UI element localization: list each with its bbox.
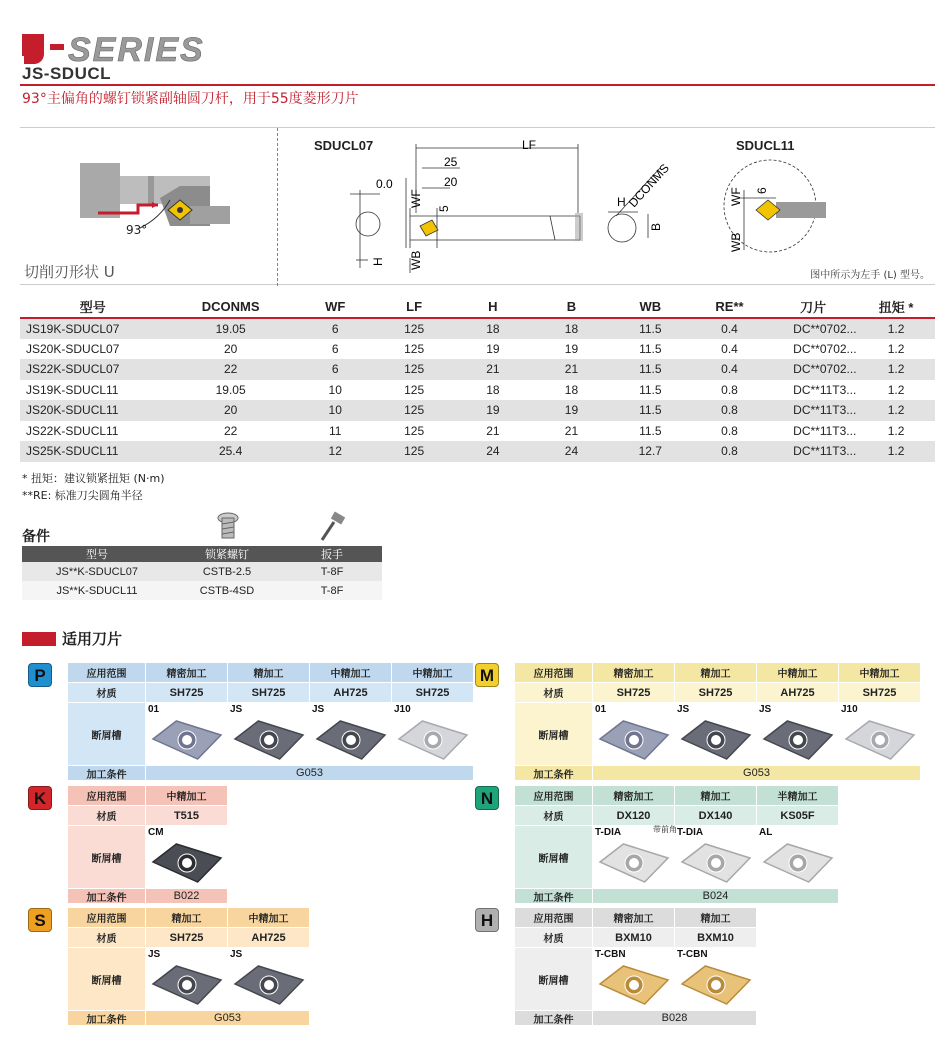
grade-value: SH725	[392, 683, 473, 702]
material-label: 材质	[515, 928, 592, 947]
drawing-note: 图中所示为左手 (L) 型号。	[810, 270, 930, 281]
table-cell: 19	[532, 400, 611, 421]
screw-icon	[212, 510, 244, 544]
table-cell: 21	[532, 359, 611, 380]
table-cell: 19	[454, 400, 533, 421]
scope-value: 中精加工	[392, 663, 473, 682]
table-cell: T-8F	[282, 562, 382, 581]
scope-value: 中精加工	[228, 908, 309, 927]
grade-value: T515	[146, 806, 227, 825]
chipbreaker-code: JS	[148, 949, 161, 960]
chipbreaker-label: 断屑槽	[68, 826, 145, 888]
header-rule	[20, 84, 935, 86]
table-cell: JS20K-SDUCL07	[20, 339, 166, 360]
dimension-drawing	[320, 128, 700, 286]
grade-value: KS05F	[757, 806, 838, 825]
insert-image-icon	[760, 717, 836, 763]
table-cell: JS25K-SDUCL11	[20, 441, 166, 462]
table-cell: DC**0702...	[769, 339, 857, 360]
table-cell: CSTB-2.5	[172, 562, 282, 581]
insert-image-icon	[313, 717, 389, 763]
footnote-torque: * 扭矩：建议锁紧扭矩 (N·m)	[22, 472, 165, 485]
parts-table	[22, 546, 382, 600]
chipbreaker-label: 断屑槽	[515, 826, 592, 888]
table-cell: 125	[375, 339, 454, 360]
table-cell: 11.5	[611, 380, 690, 401]
scope-label: 应用范围	[68, 908, 145, 927]
spec-header-0: 型号	[20, 296, 166, 318]
condition-label: 加工条件	[515, 1011, 592, 1025]
insert-image-icon	[149, 840, 225, 886]
svg-text:SERIES: SERIES	[68, 31, 205, 66]
condition-label: 加工条件	[68, 889, 145, 903]
chipbreaker-code: J10	[394, 704, 411, 715]
dim-25: 25	[444, 155, 458, 169]
spec-table	[20, 296, 935, 462]
scope-value: 精加工	[675, 663, 756, 682]
sducl11-detail	[716, 150, 836, 260]
table-cell: 6	[296, 359, 375, 380]
table-cell: JS20K-SDUCL11	[20, 400, 166, 421]
spec-header-9: 扭矩 *	[857, 296, 935, 318]
detail-wf: WF	[729, 187, 743, 206]
table-cell: 0.8	[690, 400, 769, 421]
scope-value: 精加工	[675, 786, 756, 805]
subtitle: 93°主偏角的螺钉锁紧副轴圆刀杆，用于55度菱形刀片	[22, 91, 359, 107]
cutting-edge-shape-label: 切削刃形状 U	[24, 263, 115, 281]
condition-label: 加工条件	[515, 766, 592, 780]
table-cell: 11.5	[611, 421, 690, 442]
spec-header-5: B	[532, 296, 611, 318]
chipbreaker-code: AL	[759, 827, 773, 838]
material-label: 材质	[68, 806, 145, 825]
chipbreaker-code: 01	[148, 704, 160, 715]
table-cell: 11	[296, 421, 375, 442]
table-row	[22, 562, 382, 581]
table-cell: 20	[166, 400, 296, 421]
table-cell: 11.5	[611, 318, 690, 339]
chipbreaker-code: JS	[230, 704, 243, 715]
grade-value: DX120	[593, 806, 674, 825]
chipbreaker-code: 01	[595, 704, 607, 715]
insert-image-icon	[596, 840, 672, 886]
scope-label: 应用范围	[68, 786, 145, 805]
scope-value: 精加工	[228, 663, 309, 682]
table-cell: 0.8	[690, 441, 769, 462]
table-cell: 11.5	[611, 339, 690, 360]
table-cell: 20	[166, 339, 296, 360]
table-cell: 125	[375, 421, 454, 442]
grade-value: SH725	[146, 928, 227, 947]
insert-image-icon	[678, 962, 754, 1008]
table-cell: 125	[375, 441, 454, 462]
table-cell: 1.2	[857, 400, 935, 421]
table-cell: DC**11T3...	[769, 380, 857, 401]
material-label: 材质	[68, 683, 145, 702]
parts-header-0: 型号	[22, 546, 172, 562]
dim-lf: LF	[522, 138, 537, 152]
table-cell: 19.05	[166, 318, 296, 339]
grade-value: SH725	[228, 683, 309, 702]
table-cell: 6	[296, 339, 375, 360]
table-cell: DC**11T3...	[769, 421, 857, 442]
chipbreaker-label: 断屑槽	[68, 948, 145, 1010]
material-label: 材质	[515, 806, 592, 825]
dim-5: 5	[437, 205, 451, 212]
material-label: 材质	[515, 683, 592, 702]
table-cell: 21	[532, 421, 611, 442]
insert-image-icon	[395, 717, 471, 763]
detail-6: 6	[755, 187, 769, 194]
grade-value: DX140	[675, 806, 756, 825]
insert-image-icon	[678, 717, 754, 763]
scope-value: 中精加工	[839, 663, 920, 682]
brand-logo	[20, 28, 275, 66]
table-cell: 125	[375, 400, 454, 421]
table-cell: 0.4	[690, 318, 769, 339]
sducl07-title: SDUCL07	[314, 138, 374, 153]
parts-title: 备件	[22, 529, 50, 545]
table-cell: 10	[296, 380, 375, 401]
table-cell: 0.8	[690, 380, 769, 401]
chipbreaker-label: 断屑槽	[515, 703, 592, 765]
chipbreaker-code: T-CBN	[677, 949, 708, 960]
scope-value: 精密加工	[593, 663, 674, 682]
table-row	[22, 581, 382, 600]
table-cell: 125	[375, 318, 454, 339]
table-cell: DC**0702...	[769, 318, 857, 339]
table-cell: 19	[454, 339, 533, 360]
condition-value: G053	[146, 766, 473, 780]
table-cell: 11.5	[611, 359, 690, 380]
condition-label: 加工条件	[68, 766, 145, 780]
grade-value: AH725	[757, 683, 838, 702]
condition-value: G053	[146, 1011, 309, 1025]
spec-header-6: WB	[611, 296, 690, 318]
table-cell: 1.2	[857, 441, 935, 462]
spec-header-1: DCONMS	[166, 296, 296, 318]
table-cell: JS**K-SDUCL07	[22, 562, 172, 581]
spec-header-8: 刀片	[769, 296, 857, 318]
table-row	[20, 339, 935, 360]
spec-header-7: RE**	[690, 296, 769, 318]
table-cell: 18	[532, 380, 611, 401]
dim-h: H	[371, 257, 385, 266]
material-badge: K	[28, 786, 52, 810]
table-row	[20, 359, 935, 380]
scope-value: 中精加工	[757, 663, 838, 682]
angle-label: 93°	[126, 223, 148, 237]
spec-header-2: WF	[296, 296, 375, 318]
dim-20: 20	[444, 175, 458, 189]
chipbreaker-code: JS	[230, 949, 243, 960]
condition-value: B028	[593, 1011, 756, 1025]
table-cell: 1.2	[857, 339, 935, 360]
table-cell: 12	[296, 441, 375, 462]
chipbreaker-label: 断屑槽	[68, 703, 145, 765]
scope-label: 应用范围	[515, 663, 592, 682]
table-cell: 0.4	[690, 339, 769, 360]
chipbreaker-code: JS	[677, 704, 690, 715]
chipbreaker-code: JS	[312, 704, 325, 715]
insert-image-icon	[596, 717, 672, 763]
table-cell: 1.2	[857, 421, 935, 442]
table-cell: DC**11T3...	[769, 400, 857, 421]
scope-value: 精加工	[675, 908, 756, 927]
chipbreaker-code: T-DIA	[595, 827, 622, 838]
insert-image-icon	[842, 717, 918, 763]
inserts-section-bar	[22, 632, 56, 646]
insert-image-icon	[149, 717, 225, 763]
grade-value: SH725	[146, 683, 227, 702]
scope-value: 精密加工	[146, 663, 227, 682]
table-cell: 12.7	[611, 441, 690, 462]
table-cell: 18	[532, 318, 611, 339]
scope-value: 中精加工	[146, 786, 227, 805]
table-row	[20, 441, 935, 462]
table-cell: 1.2	[857, 359, 935, 380]
scope-label: 应用范围	[515, 908, 592, 927]
insert-image-icon	[678, 840, 754, 886]
table-cell: CSTB-4SD	[172, 581, 282, 600]
dim-00: 0.0	[376, 177, 393, 191]
scope-value: 中精加工	[310, 663, 391, 682]
material-badge: N	[475, 786, 499, 810]
drawing-divider	[277, 128, 278, 286]
table-cell: 125	[375, 359, 454, 380]
dim-wf: WF	[409, 189, 423, 208]
insert-image-icon	[231, 962, 307, 1008]
table-row	[20, 400, 935, 421]
table-cell: 1.2	[857, 380, 935, 401]
scope-value: 精密加工	[593, 908, 674, 927]
chipbreaker-code: CM	[148, 827, 164, 838]
insert-image-icon	[760, 840, 836, 886]
spec-header-4: H	[454, 296, 533, 318]
insert-image-icon	[596, 962, 672, 1008]
grade-value: BXM10	[675, 928, 756, 947]
parts-header-2: 扳手	[282, 546, 382, 562]
table-cell: JS22K-SDUCL07	[20, 359, 166, 380]
chipbreaker-code: JS	[759, 704, 772, 715]
table-row	[20, 318, 935, 339]
detail-wb: WB	[729, 232, 743, 252]
material-badge: S	[28, 908, 52, 932]
grade-value: BXM10	[593, 928, 674, 947]
table-cell: 21	[454, 359, 533, 380]
dim-b: B	[649, 222, 663, 231]
insert-image-icon	[231, 717, 307, 763]
table-cell: 24	[532, 441, 611, 462]
table-cell: 0.8	[690, 421, 769, 442]
grade-value: AH725	[228, 928, 309, 947]
grade-value: AH725	[310, 683, 391, 702]
condition-value: B024	[593, 889, 838, 903]
model-title: JS-SDUCL	[22, 64, 112, 83]
table-cell: 25.4	[166, 441, 296, 462]
table-cell: 0.4	[690, 359, 769, 380]
condition-value: G053	[593, 766, 920, 780]
table-cell: JS22K-SDUCL11	[20, 421, 166, 442]
chipbreaker-code: T-CBN	[595, 949, 626, 960]
scope-label: 应用范围	[68, 663, 145, 682]
table-cell: 19.05	[166, 380, 296, 401]
dim-dconms: DCONMS	[625, 160, 672, 211]
table-cell: 19	[532, 339, 611, 360]
table-cell: DC**11T3...	[769, 441, 857, 462]
grade-value: SH725	[839, 683, 920, 702]
dim-wb: WB	[409, 250, 423, 270]
wrench-icon	[318, 510, 350, 544]
table-cell: 22	[166, 359, 296, 380]
table-cell: 24	[454, 441, 533, 462]
material-badge: H	[475, 908, 499, 932]
table-row	[20, 380, 935, 401]
table-cell: 18	[454, 318, 533, 339]
scope-label: 应用范围	[515, 786, 592, 805]
table-cell: 21	[454, 421, 533, 442]
grade-value: SH725	[593, 683, 674, 702]
parts-header-1: 锁紧螺钉	[172, 546, 282, 562]
material-badge: P	[28, 663, 52, 687]
scope-value: 精加工	[146, 908, 227, 927]
chipbreaker-label: 断屑槽	[515, 948, 592, 1010]
material-badge: M	[475, 663, 499, 687]
table-cell: 1.2	[857, 318, 935, 339]
condition-label: 加工条件	[515, 889, 592, 903]
inserts-section-title: 适用刀片	[62, 630, 123, 648]
scope-value: 精密加工	[593, 786, 674, 805]
grade-value: SH725	[675, 683, 756, 702]
table-row	[20, 421, 935, 442]
spec-header-3: LF	[375, 296, 454, 318]
table-cell: T-8F	[282, 581, 382, 600]
sducl11-title: SDUCL11	[736, 138, 795, 153]
chipbreaker-note: 带前角	[653, 825, 677, 834]
scope-value: 半精加工	[757, 786, 838, 805]
material-label: 材质	[68, 928, 145, 947]
table-cell: 18	[454, 380, 533, 401]
condition-label: 加工条件	[68, 1011, 145, 1025]
chipbreaker-code: J10	[841, 704, 858, 715]
table-cell: 11.5	[611, 400, 690, 421]
footnote-re: **RE: 标准刀尖圆角半径	[22, 489, 143, 502]
condition-value: B022	[146, 889, 227, 903]
table-cell: 125	[375, 380, 454, 401]
drawing-panel	[20, 127, 935, 285]
table-cell: DC**0702...	[769, 359, 857, 380]
table-cell: 6	[296, 318, 375, 339]
table-cell: JS19K-SDUCL07	[20, 318, 166, 339]
table-cell: 22	[166, 421, 296, 442]
insert-image-icon	[149, 962, 225, 1008]
chipbreaker-code: T-DIA	[677, 827, 704, 838]
table-cell: JS19K-SDUCL11	[20, 380, 166, 401]
dim-h2: H	[617, 195, 626, 209]
table-cell: 10	[296, 400, 375, 421]
table-cell: JS**K-SDUCL11	[22, 581, 172, 600]
